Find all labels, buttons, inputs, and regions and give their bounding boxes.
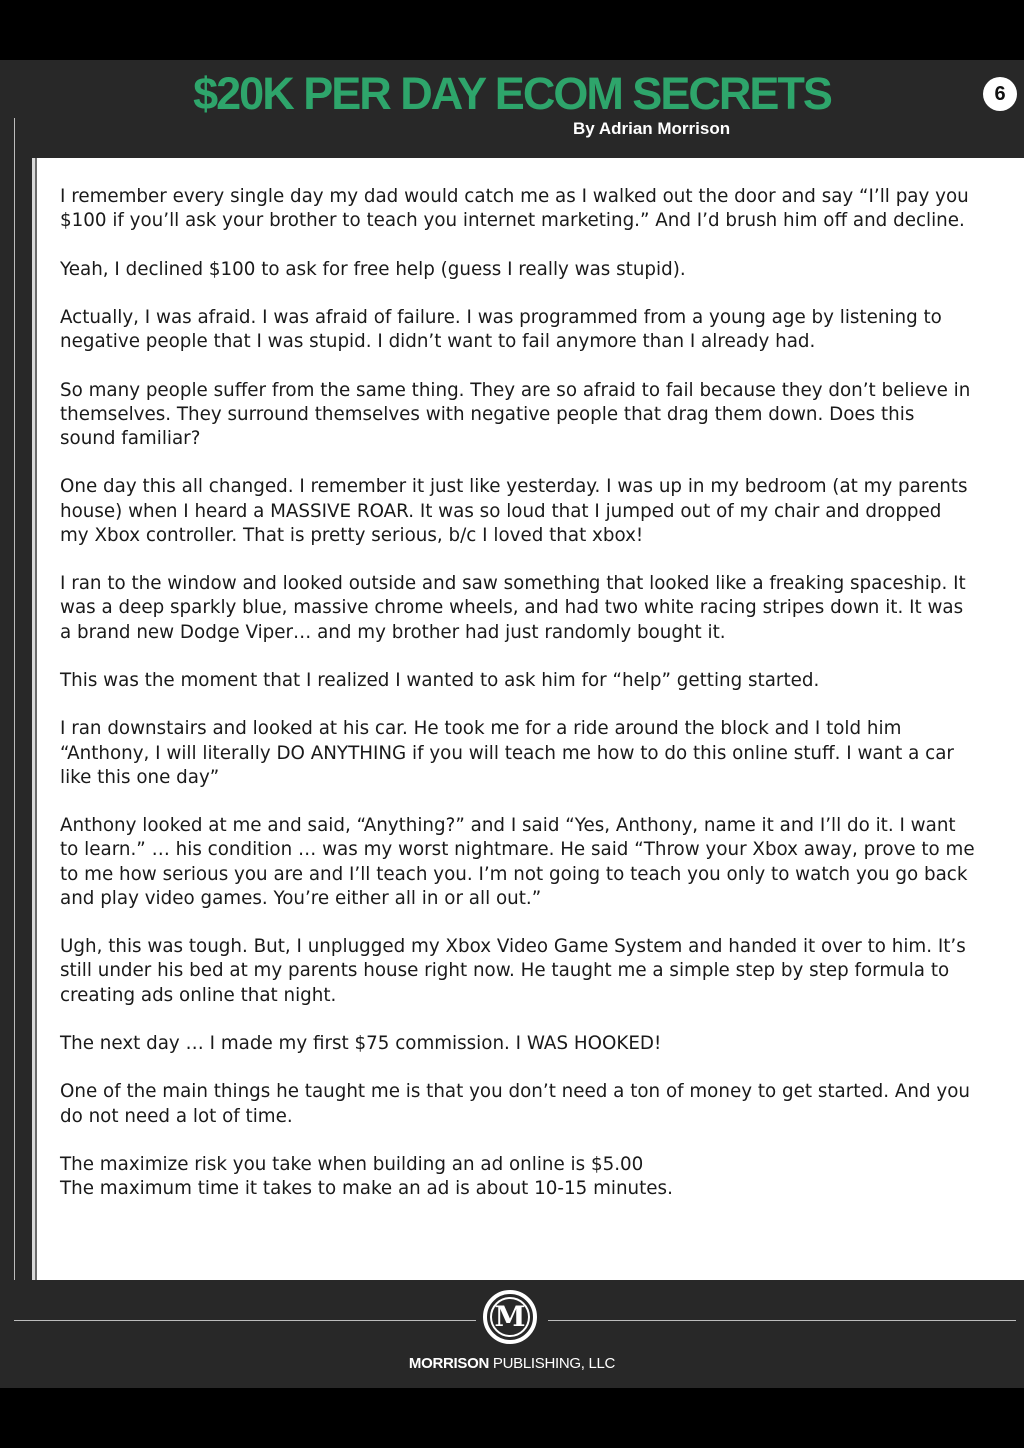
rail-divider-line xyxy=(14,118,15,1322)
footer-line-left xyxy=(14,1320,476,1321)
body-text xyxy=(60,185,975,1201)
paragraph: The next day … I made my first $75 commission. I WAS HOOKED! xyxy=(60,1032,662,1054)
paragraph: I ran to the window and looked outside and saw something that looked like a freaking spaceship. It was a deep sparkly blue, massive chrome wheels, and had two white racing stripes down it. It was a brand new Dodge Viper… and my brother had just randomly bought it. xyxy=(60,573,966,643)
page-title: $20K PER DAY ECOM SECRETS xyxy=(193,68,831,119)
paragraph: The maximize risk you take when building an ad online is $5.00 xyxy=(60,1153,644,1175)
paragraph: Ugh, this was tough. But, I unplugged my Xbox Video Game System and handed it over to him. It’s still under his bed at my parents house right now. He taught me a simple step by step formula to creating ads online that night. xyxy=(60,936,966,1006)
paragraph: One day this all changed. I remember it just like yesterday. I was up in my bedroom (at my parents house) when I heard a MASSIVE ROAR. It was so loud that I jumped out of my chair and dropped my Xbox controller. That is pretty serious, b/c I loved that xbox! xyxy=(60,476,968,546)
paragraph: Actually, I was afraid. I was afraid of failure. I was programmed from a young age by listening to negative people that I was stupid. I didn’t want to fail anymore than I already had. xyxy=(60,306,942,353)
side-rail xyxy=(0,158,32,1280)
paragraph: The maximum time it takes to make an ad is about 10-15 minutes. xyxy=(60,1178,673,1200)
paragraph: Yeah, I declined $100 to ask for free help (guess I really was stupid). xyxy=(60,258,686,280)
content-edge-line xyxy=(35,158,37,1280)
publisher-name-bold: MORRISON xyxy=(408,1355,490,1372)
paragraph: I ran downstairs and looked at his car. He took me for a ride around the block and I told him “Anthony, I will literally DO ANYTHING if you will teach me how to do this online stuff. I want a car like this one day” xyxy=(60,718,954,788)
paragraph: One of the main things he taught me is that you don’t need a ton of money to get started. And you do not need a lot of time. xyxy=(60,1081,970,1127)
logo-letter: M xyxy=(494,1300,526,1333)
publisher-name-rest: PUBLISHING, LLC xyxy=(489,1355,616,1372)
footer-line-right xyxy=(548,1320,1016,1321)
publisher-name xyxy=(0,1355,1024,1372)
paragraph: This was the moment that I realized I wanted to ask him for “help” getting started. xyxy=(60,669,820,691)
publisher-logo xyxy=(483,1290,537,1344)
paragraph: So many people suffer from the same thing. They are so afraid to fail because they don’t believe in themselves. They surround themselves with negative people that drag them down. Does this sound familiar? xyxy=(60,379,971,449)
paragraph: I remember every single day my dad would catch me as I walked out the door and say “I’ll pay you $100 if you’ll ask your brother to teach you internet marketing.” And I’d brush him off and decline. xyxy=(60,186,969,232)
page-number-badge: 6 xyxy=(983,77,1017,111)
paragraph: Anthony looked at me and said, “Anything?” and I said “Yes, Anthony, name it and I’ll do it. I want to learn.” … his condition … was my worst nightmare. He said “Throw your Xbox away, prove to me to me how serious you are and I’ll teach you. I’m not going to teach you only to watch you go back and play video games. You’re either all in or all out.” xyxy=(60,815,975,909)
author-byline: By Adrian Morrison xyxy=(573,119,731,138)
